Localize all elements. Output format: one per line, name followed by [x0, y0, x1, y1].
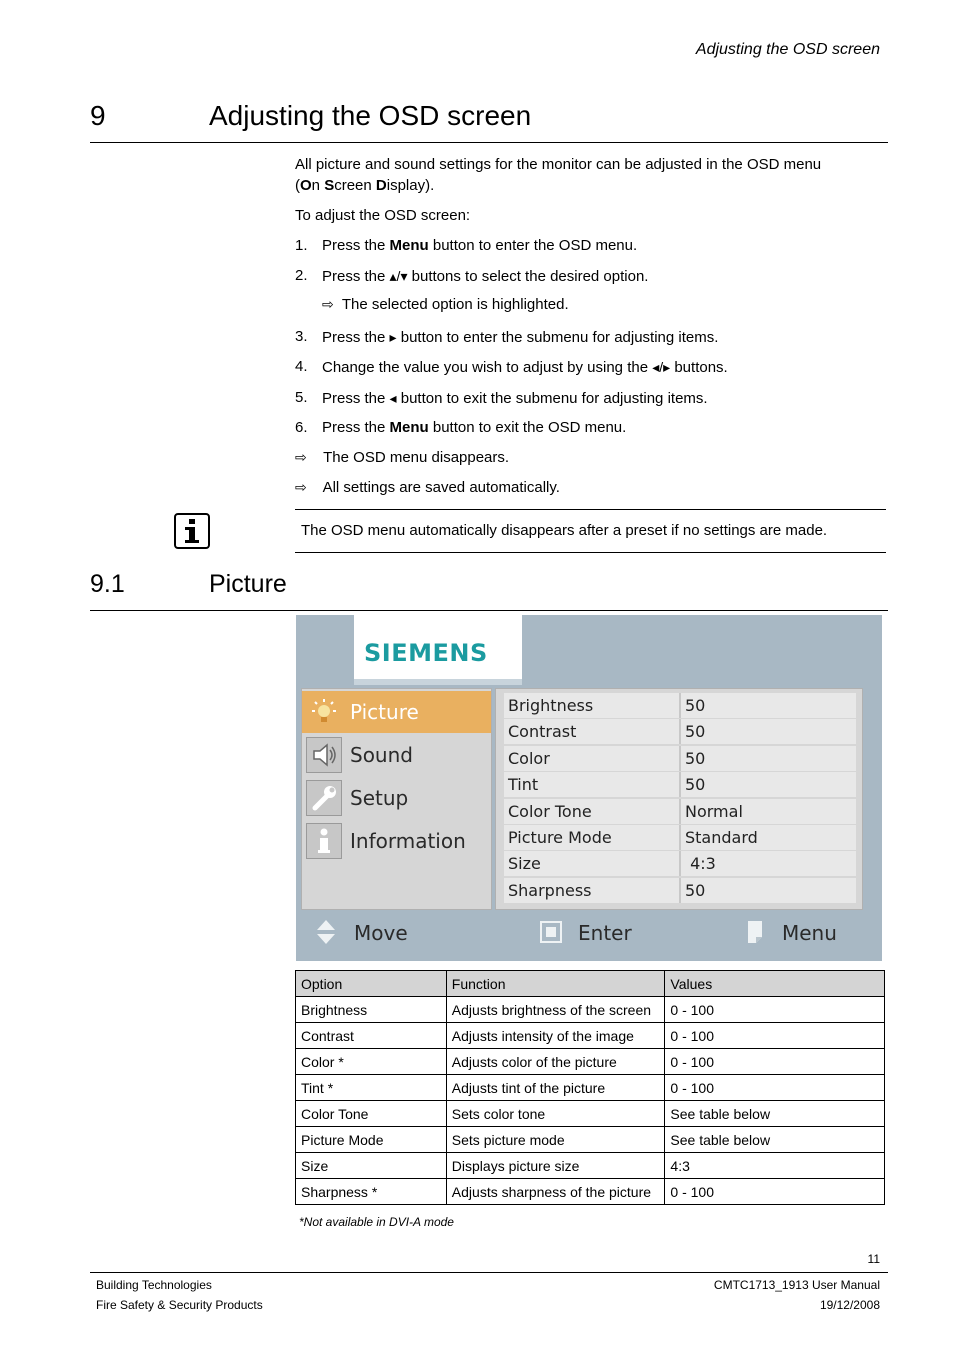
speaker-icon — [306, 737, 342, 773]
osd-submenu-row[interactable]: Tint 50 — [504, 772, 856, 797]
osd-menu-item-information[interactable] — [302, 820, 491, 862]
page-number: 11 — [867, 1252, 880, 1266]
up-down-arrow-icon — [316, 919, 336, 945]
table-row: Contrast Adjusts intensity of the image 0 - 100 — [296, 1023, 885, 1049]
footer-division: Fire Safety & Security Products — [96, 1298, 263, 1312]
osd-submenu-row[interactable]: Contrast 50 — [504, 719, 856, 744]
osd-menu-item-picture[interactable] — [302, 691, 491, 733]
osd-submenu-row[interactable]: Size 4:3 — [504, 851, 856, 876]
footer-document: CMTC1713_1913 User Manual — [713, 1278, 880, 1292]
intro-paragraph — [295, 154, 821, 196]
osd-menu-label: Menu — [782, 921, 837, 945]
end-result-2: ⇨ All settings are saved automatically. — [295, 479, 560, 496]
table-footnote: *Not available in DVI-A mode — [299, 1215, 454, 1229]
result-arrow-icon: ⇨ — [295, 449, 307, 465]
info-icon — [174, 513, 210, 549]
subsection-number: 9.1 — [90, 570, 125, 598]
table-row: Picture Mode Sets picture mode See table below — [296, 1127, 885, 1153]
table-row: Color * Adjusts color of the picture 0 - 100 — [296, 1049, 885, 1075]
running-header: Adjusting the OSD screen — [695, 41, 880, 58]
note-box — [295, 509, 886, 553]
note-text: The OSD menu automatically disappears after a preset if no settings are made. — [301, 522, 828, 539]
osd-enter-label: Enter — [578, 921, 632, 945]
osd-menu-item-sound[interactable] — [302, 734, 491, 776]
menu-page-icon — [746, 919, 766, 945]
table-row: Tint * Adjusts tint of the picture 0 - 100 — [296, 1075, 885, 1101]
result-arrow-icon: ⇨ — [322, 296, 334, 312]
section-heading — [90, 100, 888, 143]
osd-submenu-row[interactable]: Color Tone Normal — [504, 799, 856, 824]
intro-line-1: All picture and sound settings for the monitor can be adjusted in the OSD menu — [295, 156, 822, 173]
subsection-title: Picture — [209, 570, 287, 598]
osd-submenu-row[interactable]: Picture Mode Standard — [504, 825, 856, 850]
intro-line-2: (On Screen Display). — [295, 177, 435, 194]
sun-icon — [306, 694, 342, 730]
end-result-1: ⇨ The OSD menu disappears. — [295, 449, 510, 466]
enter-square-icon — [540, 921, 562, 943]
footer-company: Building Technologies — [96, 1278, 212, 1292]
to-adjust-text: To adjust the OSD screen: — [295, 207, 471, 224]
subsection-heading — [90, 570, 888, 611]
section-number: 9 — [90, 100, 106, 131]
osd-submenu — [495, 688, 863, 910]
osd-main-menu — [301, 688, 492, 910]
osd-menu-label: Setup — [350, 786, 409, 810]
result-arrow-icon: ⇨ — [295, 479, 307, 495]
osd-submenu-row[interactable]: Sharpness 50 — [504, 878, 856, 903]
brand-logo-text: SIEMENS — [364, 639, 488, 667]
table-row: Size Displays picture size 4:3 — [296, 1153, 885, 1179]
footer-divider — [90, 1272, 888, 1273]
osd-move-label: Move — [354, 921, 408, 945]
table-row: Color Tone Sets color tone See table below — [296, 1101, 885, 1127]
table-header-row — [296, 971, 885, 997]
osd-menu-label: Information — [350, 829, 466, 853]
table-row: Sharpness * Adjusts sharpness of the picture 0 - 100 — [296, 1179, 885, 1205]
osd-menu-label: Picture — [350, 700, 419, 724]
info-icon — [306, 823, 342, 859]
column-header: Option — [296, 971, 447, 997]
picture-options-table — [295, 970, 885, 1205]
table-row: Brightness Adjusts brightness of the screen 0 - 100 — [296, 997, 885, 1023]
osd-menu-label: Sound — [350, 743, 413, 767]
osd-menu-item-setup[interactable] — [302, 777, 491, 819]
brand-logo — [354, 615, 522, 679]
osd-bottom-bar — [296, 911, 882, 961]
osd-screenshot — [296, 615, 882, 961]
column-header: Function — [446, 971, 665, 997]
wrench-icon — [306, 780, 342, 816]
osd-submenu-row[interactable]: Brightness 50 — [504, 693, 856, 718]
column-header: Values — [665, 971, 885, 997]
section-title: Adjusting the OSD screen — [209, 100, 532, 131]
step-2-result: ⇨ The selected option is highlighted. — [322, 296, 569, 313]
osd-submenu-row[interactable]: Color 50 — [504, 746, 856, 771]
footer-date: 19/12/2008 — [819, 1298, 880, 1312]
